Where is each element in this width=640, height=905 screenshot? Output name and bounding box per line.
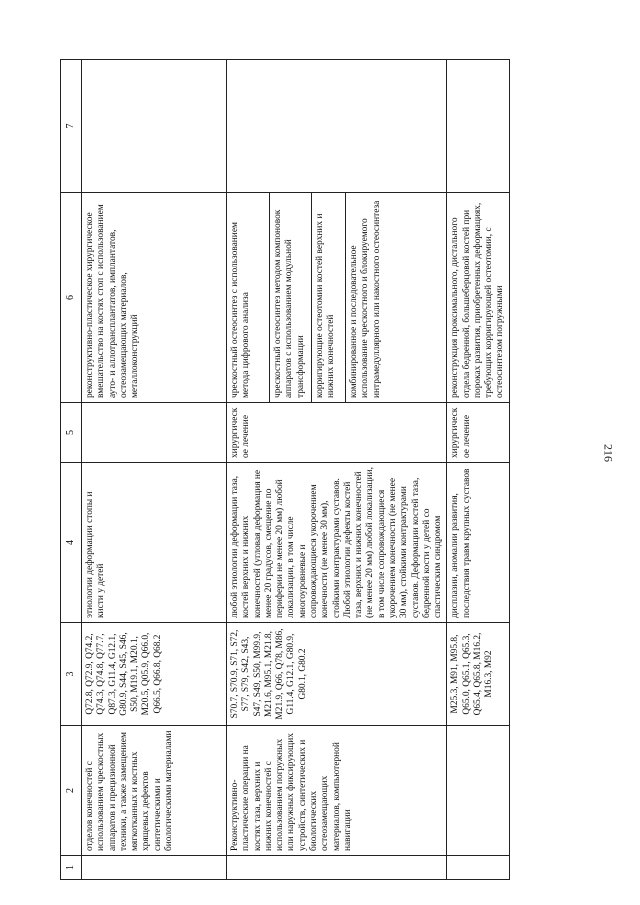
header-cell: 2 bbox=[61, 726, 82, 856]
header-cell: 5 bbox=[61, 403, 82, 463]
table-row bbox=[227, 60, 447, 880]
diagnosis-cell: этиологии деформации стопы и кисти у детей bbox=[82, 463, 227, 623]
method-item: реконструктивно-пластическое хирургическое вмешательство на костях стоп с использованием ауто- и аллотрансплантатов, имплантатов, остеозамещающих материалов, металлоконструкций bbox=[85, 204, 141, 398]
treatment-type-cell bbox=[82, 403, 227, 463]
rotated-table-container bbox=[60, 60, 506, 880]
icd-codes-cell: M25.3, M91, M95.8, Q65.0, Q65.1, Q65.3, Q65.4, Q65.8, M16.2, M16.3, M92 bbox=[447, 623, 509, 726]
icd-codes-cell: S70.7, S70.9, S71, S72, S77, S79, S42, S43, S47, S49, S50, M99.9, M21.6, M95.1, M21.8, M21.9, Q66, Q78, M86, G11.4, G12.1, G80.9, G80.1, G80.2 bbox=[227, 623, 447, 726]
table-row bbox=[447, 60, 509, 880]
extra-cell bbox=[447, 60, 509, 193]
method-cell bbox=[227, 193, 447, 403]
treatment-type-cell: хирургическое лечение bbox=[447, 403, 509, 463]
header-cell: 3 bbox=[61, 623, 82, 726]
header-cell: 4 bbox=[61, 463, 82, 623]
header-cell: 1 bbox=[61, 856, 82, 880]
header-cell: 6 bbox=[61, 193, 82, 403]
diagnosis-cell: дисплазии, аномалии развития, последствия травм крупных суставов bbox=[447, 463, 509, 623]
extra-cell bbox=[227, 60, 447, 193]
method-item: чрескостный остеосинтез с использованием метода цифрового анализа bbox=[227, 193, 270, 402]
method-item: чрескостный остеосинтез методом компоновок аппаратов с использованием модульной трансформации bbox=[270, 193, 312, 402]
header-row bbox=[61, 60, 82, 880]
medical-procedures-table bbox=[60, 59, 510, 880]
treatment-type-cell: хирургическое лечение bbox=[227, 403, 447, 463]
page-number: 216 bbox=[601, 444, 616, 462]
procedure-group-cell: отделов конечностей с использованием чрескостных аппаратов и прецизионной техники, а также замещением мягкотканных и костных хрящевых дефектов синтетическими и биологическими материалами bbox=[82, 726, 227, 856]
row-number-cell bbox=[82, 856, 227, 880]
method-item: комбинированное и последовательное использование чрескостного и блокируемого интрамедуллярного или накостного остеосинтеза bbox=[349, 200, 382, 398]
row-number-cell bbox=[227, 856, 447, 880]
method-cell bbox=[82, 193, 227, 403]
method-cell bbox=[447, 193, 509, 403]
procedure-group-cell bbox=[447, 726, 509, 856]
method-item: корригирующие остеотомии костей верхних и нижних конечностей bbox=[312, 193, 346, 402]
icd-codes-cell: Q72.8, Q72.9, Q74.2, Q74.3, Q74.8, Q77.7, Q87.3, G11.4, G12.1, G80.9, S44, S45, S46, S50, M19.1, M20.1, M20.5, Q05.9, Q66.0, Q66.5, Q66.8, Q68.2 bbox=[82, 623, 227, 726]
procedure-group-cell: Реконструктивно-пластические операции на костях таза, верхних и нижних конечностей с использованием погружных или наружных фиксирующих устройств, синтетических и биологических остеозамещающих материалов, компьютерной навигации bbox=[227, 726, 447, 856]
row-number-cell bbox=[447, 856, 509, 880]
method-item: реконструкция проксимального, дистального отдела бедренной, большеберцовой костей при пороках развития, приобретенных деформациях, требующих корригирующей остеотомии, с остеосинтезом погружными bbox=[450, 202, 506, 398]
table-row bbox=[82, 60, 227, 880]
header-cell: 7 bbox=[61, 60, 82, 193]
diagnosis-cell: любой этиологии деформации таза, костей верхних и нижних конечностей (угловая деформация не менее 20 градусов, смещение по периферии не менее 20 мм) любой локализации, в том числе многоуровневые и сопровождающиеся укорочением конечности (не менее 30 мм), стойкими контрактурами суставов. Любой этиологии дефекты костей таза, верхних и нижних конечностей (не менее 20 мм) любой локализации, в том числе сопровождающиеся укорочением конечности (не менее 30 мм), стойкими контрактурами суставов. Деформации костей таза, бедренной кости у детей со спастическим синдромом bbox=[227, 463, 447, 623]
extra-cell bbox=[82, 60, 227, 193]
